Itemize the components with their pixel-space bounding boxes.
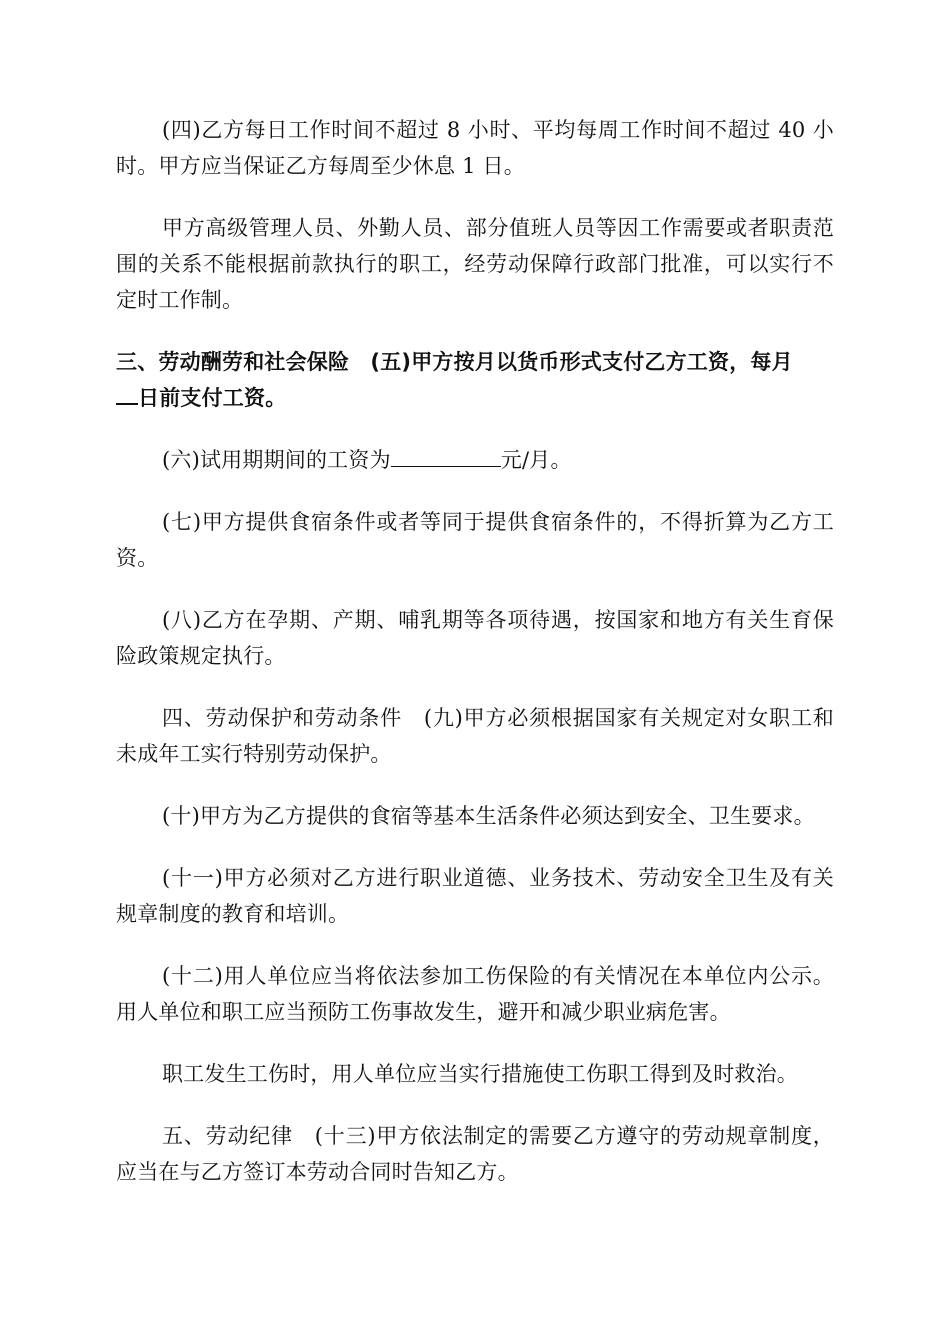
paragraph-labor-protection: 四、劳动保护和劳动条件 (九)甲方必须根据国家有关规定对女职工和未成年工实行特别劳动保护。 bbox=[116, 706, 834, 766]
paragraph-work-hours: (四)乙方每日工作时间不超过 8 小时、平均每周工作时间不超过 40 小时。甲方应当保证乙方每周至少休息 1 日。 bbox=[116, 118, 834, 178]
paragraph-training: (十一)甲方必须对乙方进行职业道德、业务技术、劳动安全卫生及有关规章制度的教育和培训。 bbox=[116, 866, 834, 926]
paragraph-probation-salary bbox=[116, 442, 834, 478]
remuneration-text-end: 日前支付工资。 bbox=[138, 386, 287, 410]
paragraph-injury-treatment: 职工发生工伤时，用人单位应当实行措施使工伤职工得到及时救治。 bbox=[162, 1062, 798, 1086]
section-heading-remuneration bbox=[116, 344, 834, 416]
paragraph-living-conditions: (十)甲方为乙方提供的食宿等基本生活条件必须达到安全、卫生要求。 bbox=[162, 804, 815, 828]
paragraph-maternity: (八)乙方在孕期、产期、哺乳期等各项待遇，按国家和地方有关生育保险政策规定执行。 bbox=[116, 608, 834, 668]
probation-text-start: (六)试用期期间的工资为 bbox=[162, 448, 391, 472]
pay-day-blank bbox=[116, 383, 138, 405]
paragraph-board-lodging: (七)甲方提供食宿条件或者等同于提供食宿条件的，不得折算为乙方工资。 bbox=[116, 510, 834, 570]
probation-text-end: 元/月。 bbox=[500, 448, 572, 472]
salary-blank bbox=[391, 446, 501, 467]
paragraph-labor-discipline: 五、劳动纪律 (十三)甲方依法制定的需要乙方遵守的劳动规章制度，应当在与乙方签订本劳动合同时告知乙方。 bbox=[116, 1124, 834, 1184]
paragraph-flexible-hours: 甲方高级管理人员、外勤人员、部分值班人员等因工作需要或者职责范围的关系不能根据前款执行的职工，经劳动保障行政部门批准，可以实行不定时工作制。 bbox=[116, 216, 834, 312]
remuneration-text-start: 三、劳动酬劳和社会保险 (五)甲方按月以货币形式支付乙方工资，每月 bbox=[116, 350, 793, 374]
paragraph-injury-insurance: (十二)用人单位应当将依法参加工伤保险的有关情况在本单位内公示。用人单位和职工应当预防工伤事故发生，避开和减少职业病危害。 bbox=[116, 964, 834, 1024]
